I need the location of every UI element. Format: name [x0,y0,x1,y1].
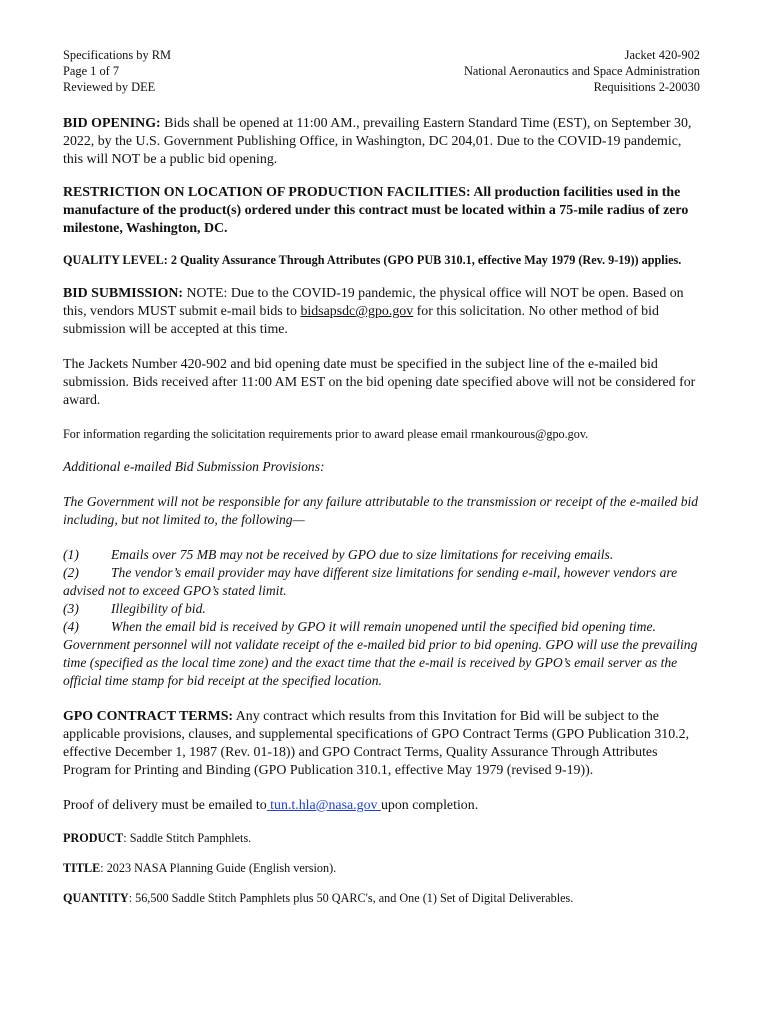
page-header [63,47,700,95]
quality-level-paragraph [63,252,700,269]
quantity-text: : 56,500 Saddle Stitch Pamphlets plus 50 QARC's, and One (1) Set of Digital Deliverables. [128,891,574,905]
gpo-contract-terms-paragraph [63,708,700,780]
title-text: : 2023 NASA Planning Guide (English version). [100,861,337,875]
jackets-paragraph: The Jackets Number 420-902 and bid opening date must be specified in the subject line of the e-mailed bid submission. Bids received after 11:00 AM EST on the bid opening date specified above will not be considered for award. [63,357,696,408]
bid-opening-label: BID OPENING: [63,116,161,131]
header-spec-by: Specifications by RM [63,48,172,62]
header-jacket: Jacket 420-902 [624,48,700,62]
provision-text: When the email bid is received by GPO it will remain unopened until the specified bid opening time. Government personnel will not validate receipt of the e-mailed bid prior to bid opening. GPO will use the prevailing time (specified as the local time zone) and the exact time that the e-mail is received by GPO’s email server as the official time stamp for bid receipt at the specified location. [63,619,698,688]
header-requisitions: Requisitions 2-20030 [593,80,700,94]
list-item [63,546,700,564]
proof-text-before: Proof of delivery must be emailed to [63,798,267,813]
provision-text: Emails over 75 MB may not be received by GPO due to size limitations for receiving emails. [111,547,614,562]
provision-number: (1) [63,547,79,562]
title-line [63,860,700,877]
bid-submission-label: BID SUBMISSION: [63,286,184,301]
gpo-contract-terms-label: GPO CONTRACT TERMS: [63,709,234,724]
list-item [63,564,700,600]
quality-level-text: : 2 Quality Assurance Through Attributes (GPO PUB 310.1, effective May 1979 (Rev. 9-19)) applies. [163,253,682,267]
provision-number: (4) [63,619,79,634]
list-item [63,618,700,690]
provision-text: Illegibility of bid. [111,601,206,616]
bid-email-link[interactable]: bidsapsdc@gpo.gov [300,304,414,319]
additional-provisions-heading: Additional e-mailed Bid Submission Provisions: [63,459,325,474]
product-text: : Saddle Stitch Pamphlets. [123,831,252,845]
header-right [464,47,700,95]
bid-submission-paragraph [63,285,700,339]
bid-submission-text-after: for this solicitation. No other method of bid submission will be accepted at this time. [63,304,659,337]
proof-text-after: upon completion. [380,798,479,813]
proof-email-link[interactable]: tun.t.hla@nasa.gov [266,798,381,813]
quantity-label: QUANTITY [63,891,129,905]
bid-submission-text-before: NOTE: Due to the COVID-19 pandemic, the physical office will NOT be open. Based on this, vendors MUST submit e-mail bids to [63,286,684,319]
product-line [63,830,700,847]
header-page-number: Page 1 of 7 [63,64,120,78]
title-label: TITLE [63,861,101,875]
gpo-contract-terms-text: Any contract which results from this Invitation for Bid will be subject to the applicable provisions, clauses, and supplemental specifications of GPO Contract Terms (GPO Publication 310.2, effective December 1, 1987 (Rev. 01-18)) and GPO Contract Terms, Quality Assurance Through Attributes Program for Printing and Binding (GPO Publication 310.1, effective May 1979 (revised 9-19)). [63,709,690,778]
provision-text: The vendor’s email provider may have different size limitations for sending e-mail, however vendors are advised not to exceed GPO’s stated limit. [63,565,678,598]
provisions-list [63,546,700,690]
list-item [63,600,700,618]
provision-number: (2) [63,565,79,580]
info-line: For information regarding the solicitation requirements prior to award please email rmankourous@gpo.gov. [63,427,589,441]
restriction-paragraph [63,184,700,238]
government-not-responsible-paragraph: The Government will not be responsible for any failure attributable to the transmission or receipt of the e-mailed bid including, but not limited to, the following— [63,494,699,527]
proof-of-delivery-paragraph [63,797,700,815]
header-left [63,47,171,95]
header-reviewed-by: Reviewed by DEE [63,80,156,94]
restriction-text: RESTRICTION ON LOCATION OF PRODUCTION FACILITIES: All production facilities used in the manufacture of the product(s) ordered under this contract must be located within a 75-mile radius of zero milestone, Washington, DC. [63,185,689,236]
quantity-line [63,890,700,907]
bid-opening-text: Bids shall be opened at 11:00 AM., prevailing Eastern Standard Time (EST), on September 30, 2022, by the U.S. Government Publishing Office, in Washington, DC 204,01. Due to the COVID-19 pandemic, this will NOT be a public bid opening. [63,116,692,167]
bid-opening-paragraph [63,115,700,169]
product-label: PRODUCT [63,831,124,845]
provision-number: (3) [63,601,79,616]
header-agency: National Aeronautics and Space Administration [463,64,700,78]
quality-level-label: QUALITY LEVEL [63,253,164,267]
